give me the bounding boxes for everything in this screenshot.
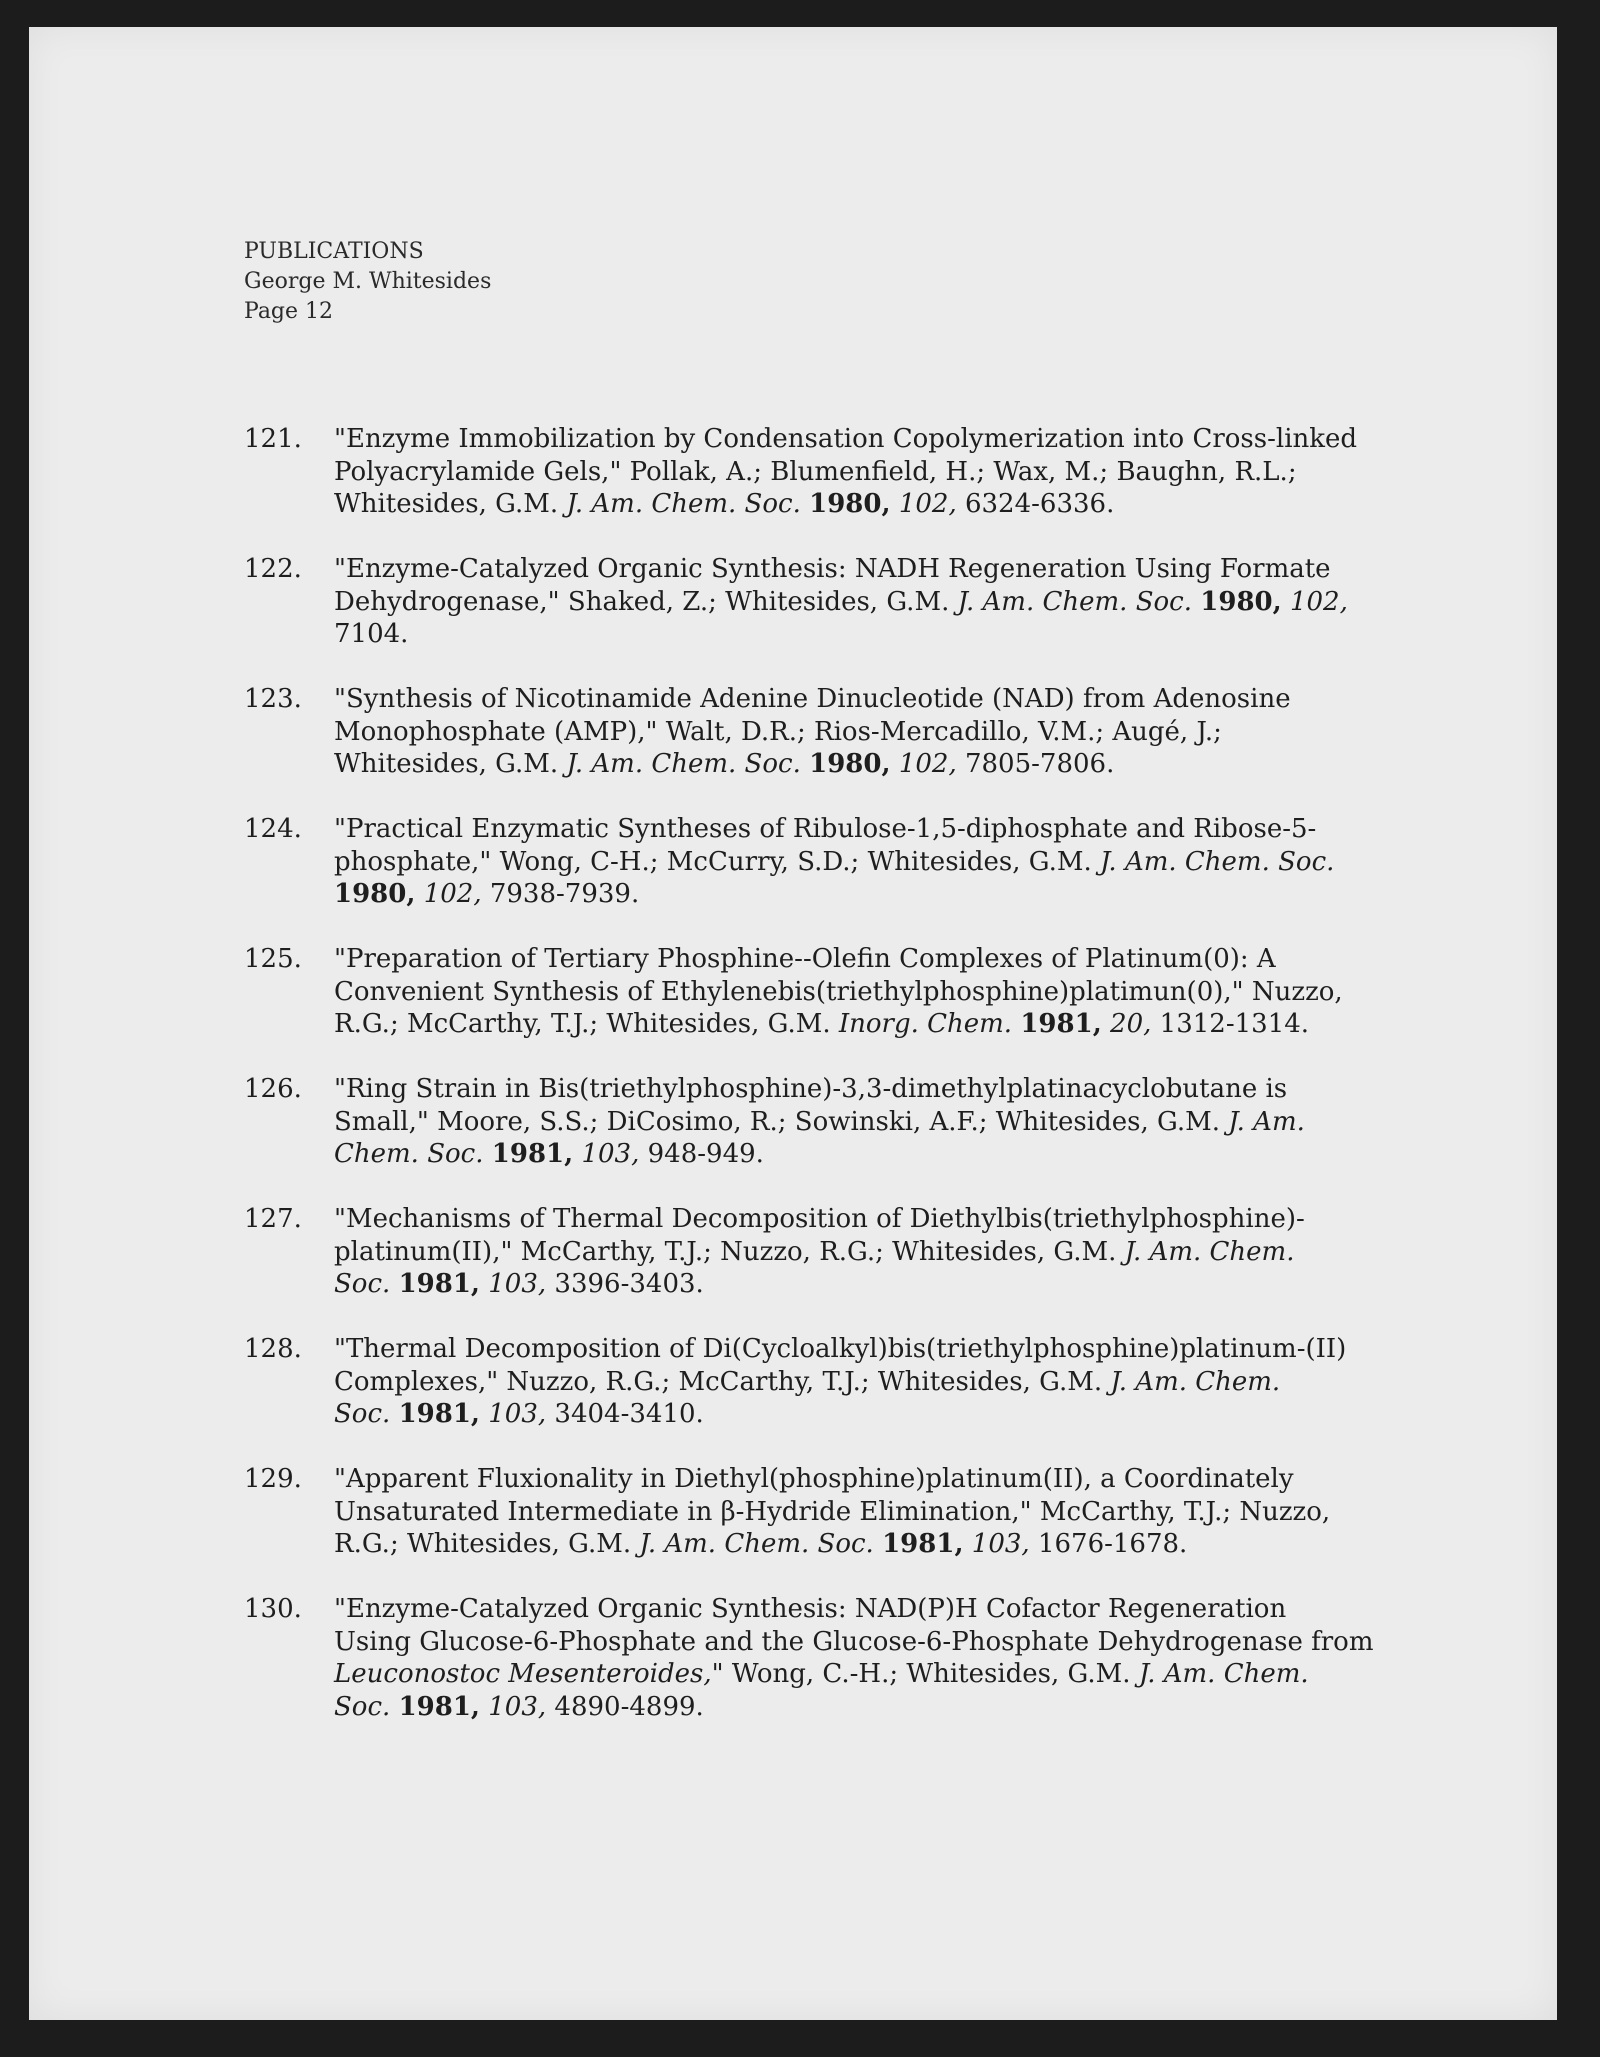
entry-journal: J. Am. Chem. Soc. (566, 749, 801, 779)
entry-number: 123. (244, 684, 302, 714)
entry-number: 129. (244, 1464, 302, 1494)
entry-line (334, 1268, 1474, 1301)
entry-authors: platinum(II)," McCarthy, T.J.; Nuzzo, R.G.; Whitesides, G.M. (334, 1236, 1125, 1267)
entry-line: Convenient Synthesis of Ethylenebis(triethylphosphine)platimun(0)," Nuzzo, (334, 976, 1343, 1007)
entry-pages: 6324-6336. (964, 489, 1115, 519)
entry-line: "Mechanisms of Thermal Decomposition of Diethylbis(triethylphosphine)- (334, 1204, 1305, 1234)
entry-line: "Ring Strain in Bis(triethylphosphine)-3,3-dimethylplatinacyclobutane is (334, 1074, 1288, 1104)
entry-line: Unsaturated Intermediate in β-Hydride Elimination," McCarthy, T.J.; Nuzzo, (334, 1496, 1331, 1527)
entry-number: 122. (244, 554, 302, 584)
entry-journal: J. Am. Chem. Soc. (639, 1529, 874, 1559)
entry-number: 124. (244, 814, 302, 844)
entry-journal: J. Am. Chem. Soc. (957, 586, 1192, 617)
entry-line (334, 1138, 1474, 1171)
entry-volume: 103, (488, 1691, 547, 1722)
entry-line (334, 1398, 1474, 1431)
entry-line (334, 878, 1474, 911)
publication-entry-126 (244, 1073, 1474, 1203)
entry-line (334, 1106, 1474, 1139)
entry-pages: 4890-4899. (554, 1691, 704, 1722)
entry-volume: 20, (1110, 1009, 1152, 1039)
entry-volume: 103, (581, 1139, 640, 1169)
publication-entry-123 (244, 683, 1474, 813)
entry-journal: J. Am. Chem. (1124, 1236, 1295, 1267)
entry-number: 128. (244, 1334, 302, 1364)
entry-authors: Small," Moore, S.S.; DiCosimo, R.; Sowinski, A.F.; Whitesides, G.M. (334, 1106, 1229, 1137)
publication-entry-125 (244, 943, 1474, 1073)
entry-line (334, 488, 1474, 521)
entry-year: 1980, (809, 749, 891, 779)
entry-authors: Complexes," Nuzzo, R.G.; McCarthy, T.J.; Whitesides, G.M. (334, 1366, 1111, 1397)
entry-authors: Whitesides, G.M. (334, 489, 567, 519)
entry-line (334, 1366, 1474, 1399)
publication-entry-128 (244, 1333, 1474, 1463)
entry-pages: 1312-1314. (1159, 1009, 1310, 1039)
entry-journal: J. Am. Chem. Soc. (566, 489, 801, 519)
entry-journal: Chem. Soc. (334, 1139, 484, 1169)
entry-line (334, 1528, 1474, 1561)
entry-pages: 7805-7806. (964, 749, 1115, 779)
entry-line: "Thermal Decomposition of Di(Cycloalkyl)bis(triethylphosphine)platinum-(II) (334, 1334, 1347, 1364)
entry-line (334, 748, 1474, 781)
entry-species: Leuconostoc Mesenteroides," (334, 1659, 724, 1689)
entry-pages: 1676-1678. (1037, 1529, 1188, 1559)
entry-line (334, 1658, 1474, 1691)
entry-journal: Soc. (334, 1269, 391, 1299)
entry-volume: 102, (898, 489, 957, 519)
page-header (244, 237, 491, 327)
entry-year: 1981, (1020, 1009, 1102, 1039)
publication-entry-130 (244, 1593, 1474, 1723)
entry-line: "Preparation of Tertiary Phosphine--Olefin Complexes of Platinum(0): A (334, 944, 1276, 974)
entry-journal: Inorg. Chem. (838, 1009, 1013, 1039)
entry-year: 1980, (1200, 586, 1282, 617)
entry-year: 1981, (398, 1269, 480, 1299)
entry-line: "Enzyme-Catalyzed Organic Synthesis: NADH Regeneration Using Formate (334, 554, 1331, 584)
entry-volume: 103, (488, 1269, 547, 1299)
entry-pages: 7104. (334, 619, 409, 649)
entry-volume: 102, (898, 749, 957, 779)
entry-year: 1981, (491, 1139, 574, 1169)
entry-year: 1980, (334, 879, 416, 909)
entry-year: 1980, (809, 489, 891, 519)
entry-pages: 7938-7939. (489, 879, 640, 909)
entry-line: "Practical Enzymatic Syntheses of Ribulose-1,5-diphosphate and Ribose-5- (334, 814, 1317, 844)
entry-line: Using Glucose-6-Phosphate and the Glucose-6-Phosphate Dehydrogenase from (334, 1626, 1374, 1657)
publication-list (244, 423, 1474, 1723)
entry-pages: 948-949. (647, 1139, 764, 1169)
entry-volume: 102, (423, 879, 482, 909)
publication-entry-121 (244, 423, 1474, 553)
entry-number: 126. (244, 1074, 302, 1104)
entry-volume: 103, (971, 1529, 1030, 1559)
entry-journal: J. Am. (1228, 1106, 1305, 1137)
entry-authors: R.G.; Whitesides, G.M. (334, 1529, 640, 1559)
entry-authors: Wong, C.-H.; Whitesides, G.M. (723, 1659, 1139, 1689)
entry-authors: Dehydrogenase," Shaked, Z.; Whitesides, G.M. (334, 586, 958, 617)
entry-year: 1981, (398, 1691, 480, 1722)
entry-number: 121. (244, 424, 302, 454)
entry-pages: 3396-3403. (554, 1269, 704, 1299)
entry-journal: Soc. (334, 1691, 391, 1722)
entry-journal: J. Am. Chem. (1138, 1659, 1309, 1689)
entry-journal: J. Am. Chem. Soc. (1100, 846, 1335, 877)
entry-line: "Enzyme Immobilization by Condensation Copolymerization into Cross-linked (334, 424, 1358, 454)
entry-authors: phosphate," Wong, C-H.; McCurry, S.D.; Whitesides, G.M. (334, 846, 1101, 877)
header-page-number: Page 12 (244, 299, 334, 324)
entry-line: "Synthesis of Nicotinamide Adenine Dinucleotide (NAD) from Adenosine (334, 684, 1291, 714)
entry-number: 127. (244, 1204, 302, 1234)
entry-pages: 3404-3410. (554, 1399, 704, 1429)
publication-entry-124 (244, 813, 1474, 943)
paper-page (29, 27, 1557, 2020)
publication-entry-127 (244, 1203, 1474, 1333)
entry-volume: 103, (488, 1399, 547, 1429)
entry-volume: 102, (1289, 586, 1348, 617)
entry-line (334, 1236, 1474, 1269)
entry-line: Monophosphate (AMP)," Walt, D.R.; Rios-Mercadillo, V.M.; Augé, J.; (334, 716, 1222, 747)
entry-year: 1981, (398, 1399, 480, 1429)
publication-entry-122 (244, 553, 1474, 683)
header-title: PUBLICATIONS (244, 239, 424, 264)
entry-number: 130. (244, 1594, 302, 1624)
entry-journal: J. Am. Chem. (1110, 1366, 1281, 1397)
entry-number: 125. (244, 944, 302, 974)
header-author: George M. Whitesides (244, 269, 492, 294)
publication-entry-129 (244, 1463, 1474, 1593)
entry-line (334, 1008, 1474, 1041)
entry-line (334, 586, 1474, 619)
entry-line: "Apparent Fluxionality in Diethyl(phosphine)platinum(II), a Coordinately (334, 1464, 1294, 1494)
entry-authors: Whitesides, G.M. (334, 749, 567, 779)
entry-line: "Enzyme-Catalyzed Organic Synthesis: NAD(P)H Cofactor Regeneration (334, 1594, 1287, 1624)
entry-line: Polyacrylamide Gels," Pollak, A.; Blumenfield, H.; Wax, M.; Baughn, R.L.; (334, 456, 1297, 487)
entry-journal: Soc. (334, 1399, 391, 1429)
entry-line (334, 846, 1474, 879)
entry-line (334, 1691, 1474, 1724)
entry-year: 1981, (882, 1529, 964, 1559)
entry-authors: R.G.; McCarthy, T.J.; Whitesides, G.M. (334, 1009, 839, 1039)
